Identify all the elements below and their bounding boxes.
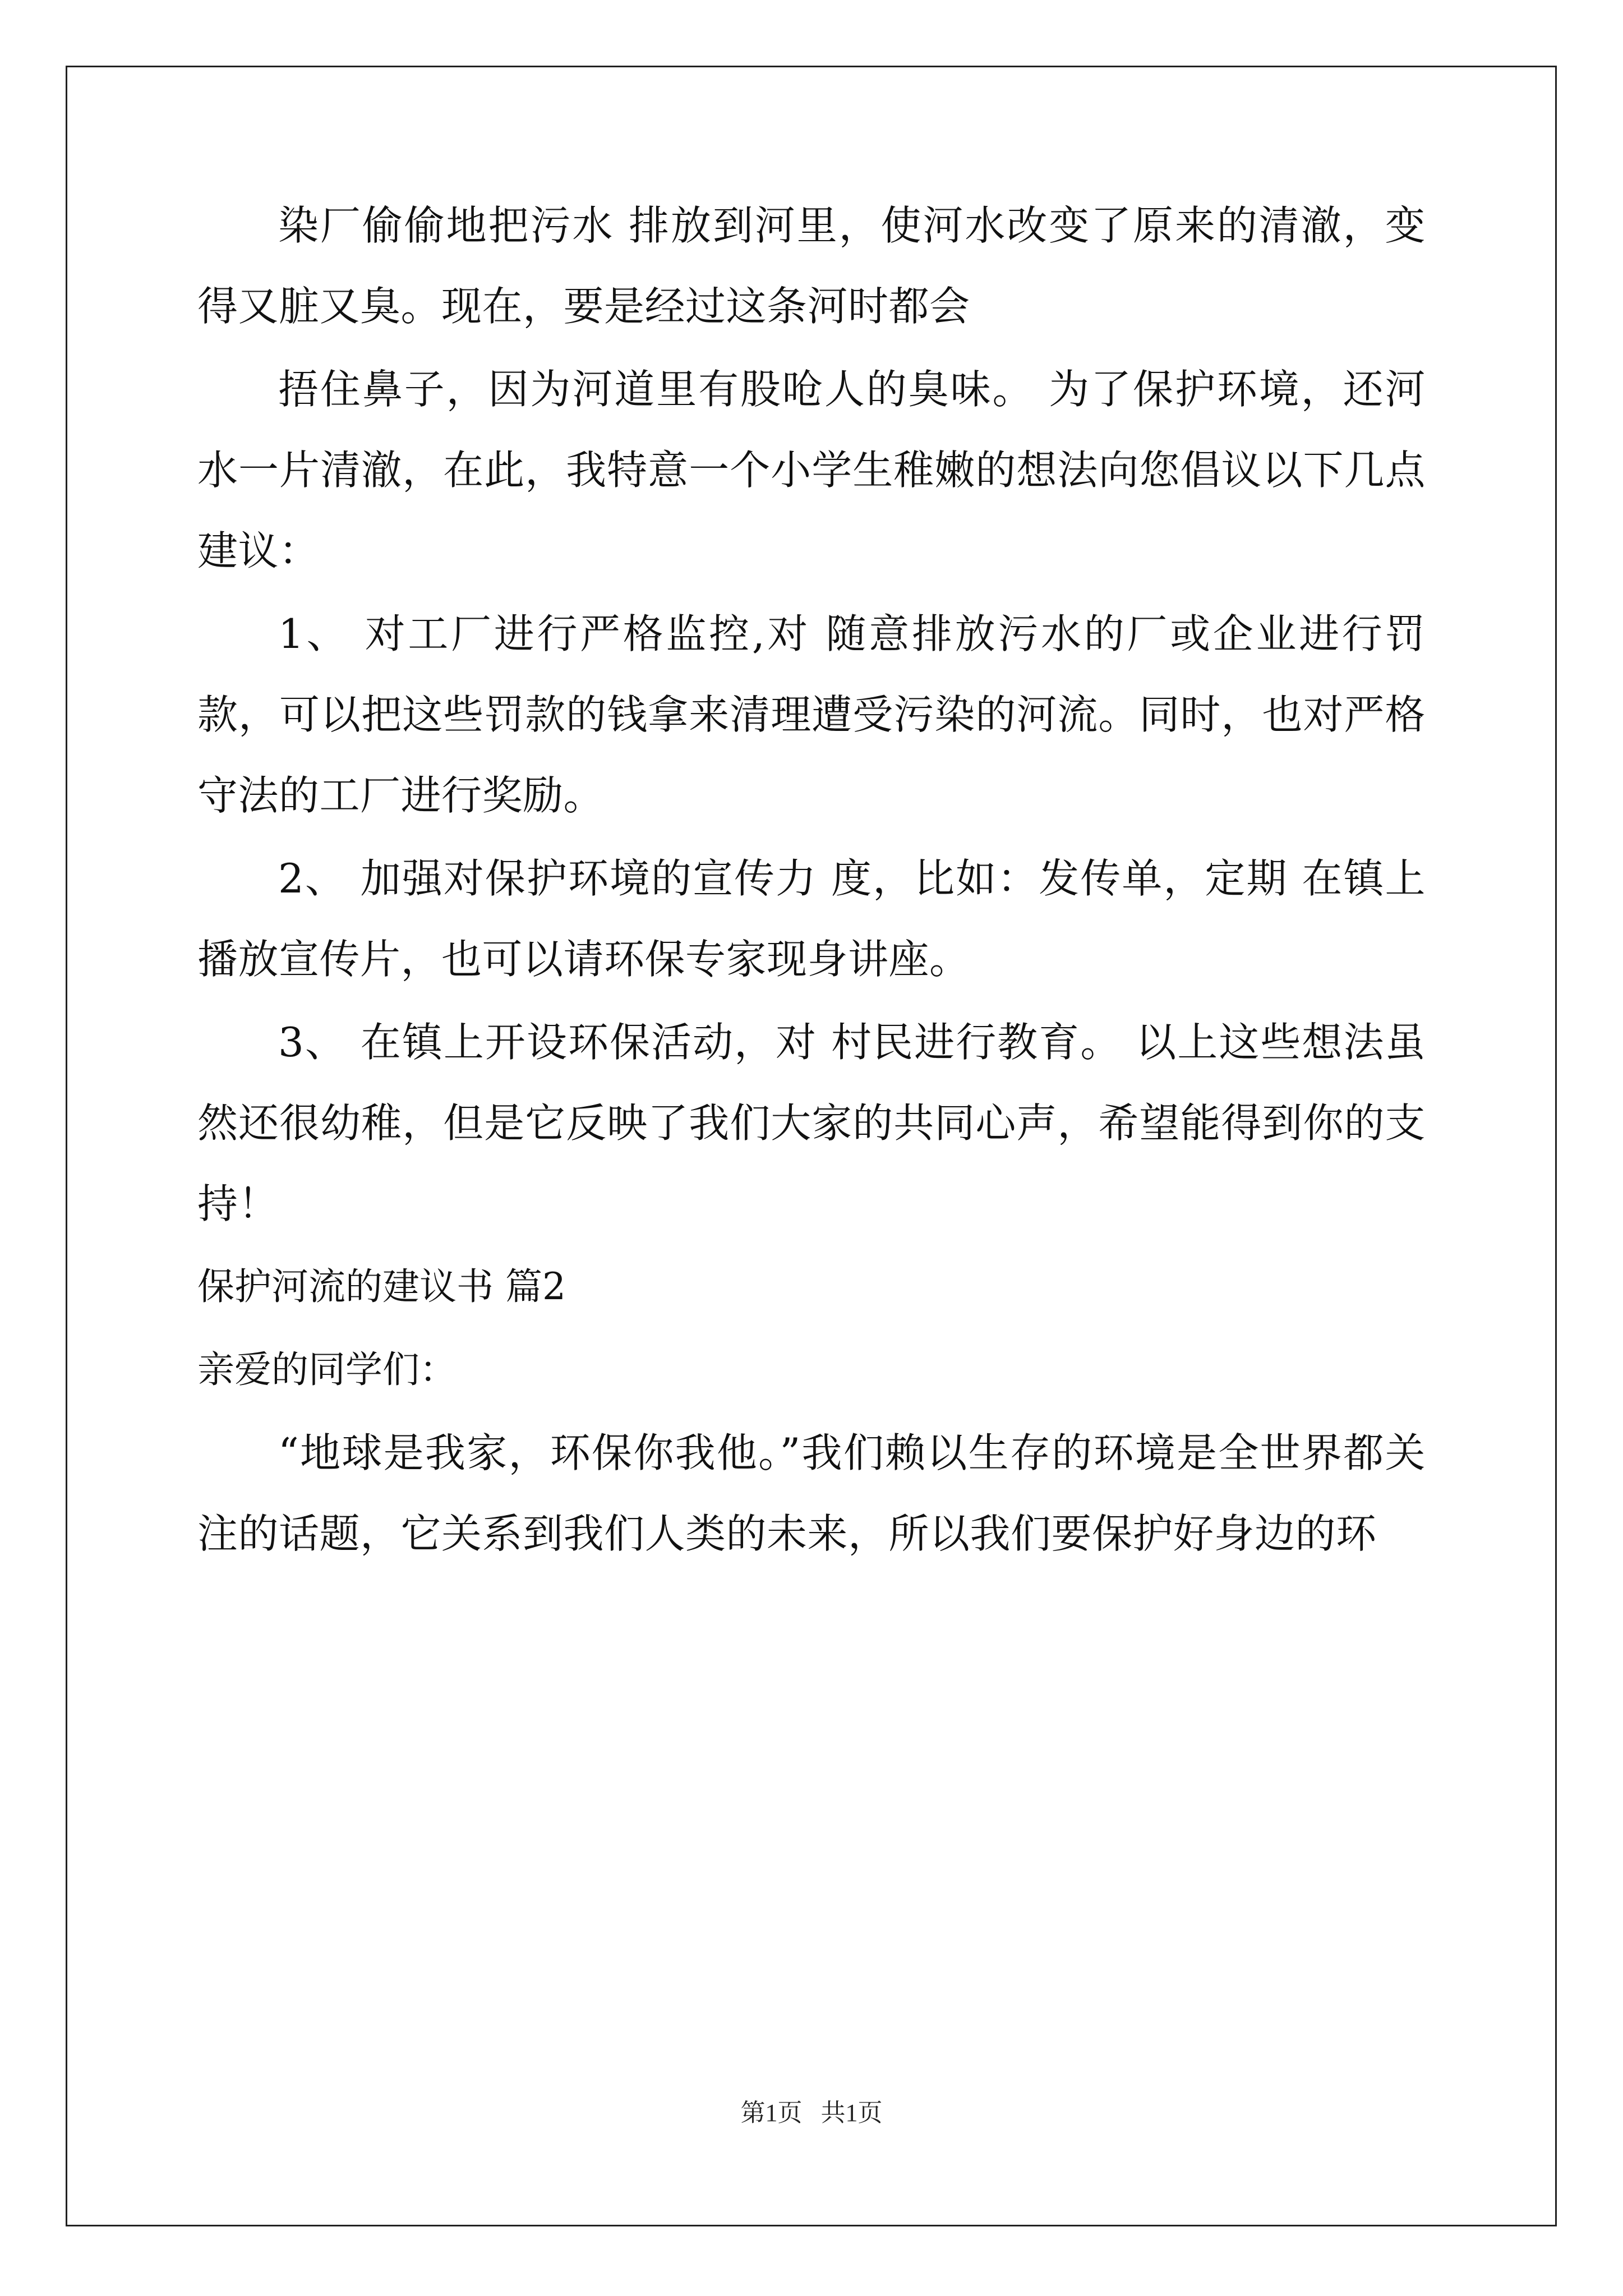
document-body bbox=[197, 185, 1426, 1576]
paragraph-earth-home: “地球是我家，环保你我他。”我们赖以生存的环境是全世界都关注的话题，它关系到我们人类的未来，所以我们要保护好身边的环 bbox=[197, 1429, 1426, 1557]
section-title: 保护河流的建议书 篇2 bbox=[197, 1265, 566, 1308]
paragraph-river-pollution: 染厂偷偷地把污水 排放到河里，使河水改变了原来的清澈，变得又脏又臭。现在，要是经过这条河时都会 bbox=[197, 202, 1426, 330]
list-item-3: 3、 在镇上开设环保活动，对 村民进行教育。 以上这些想法虽然还很幼稚，但是它反映了我们大家的共同心声，希望能得到你的支持！ bbox=[197, 1019, 1426, 1227]
salutation: 亲爱的同学们： bbox=[197, 1348, 457, 1391]
list-item-1: 1、 对工厂进行严格监控,对 随意排放污水的厂或企业进行罚款，可以把这些罚款的钱拿来清理遭受污染的河流。同时，也对严格守法的工厂进行奖励。 bbox=[197, 610, 1426, 819]
paragraph-proposal-intro: 捂住鼻子，因为河道里有股呛人的臭味。 为了保护环境，还河水一片清澈，在此，我特意一个小学生稚嫩的想法向您倡议以下几点建议： bbox=[197, 366, 1426, 574]
list-item-2: 2、 加强对保护环境的宣传力 度，比如：发传单，定期 在镇上播放宣传片，也可以请环保专家现身讲座。 bbox=[197, 855, 1426, 983]
page-footer: 第1页 共1页 bbox=[740, 2099, 883, 2127]
